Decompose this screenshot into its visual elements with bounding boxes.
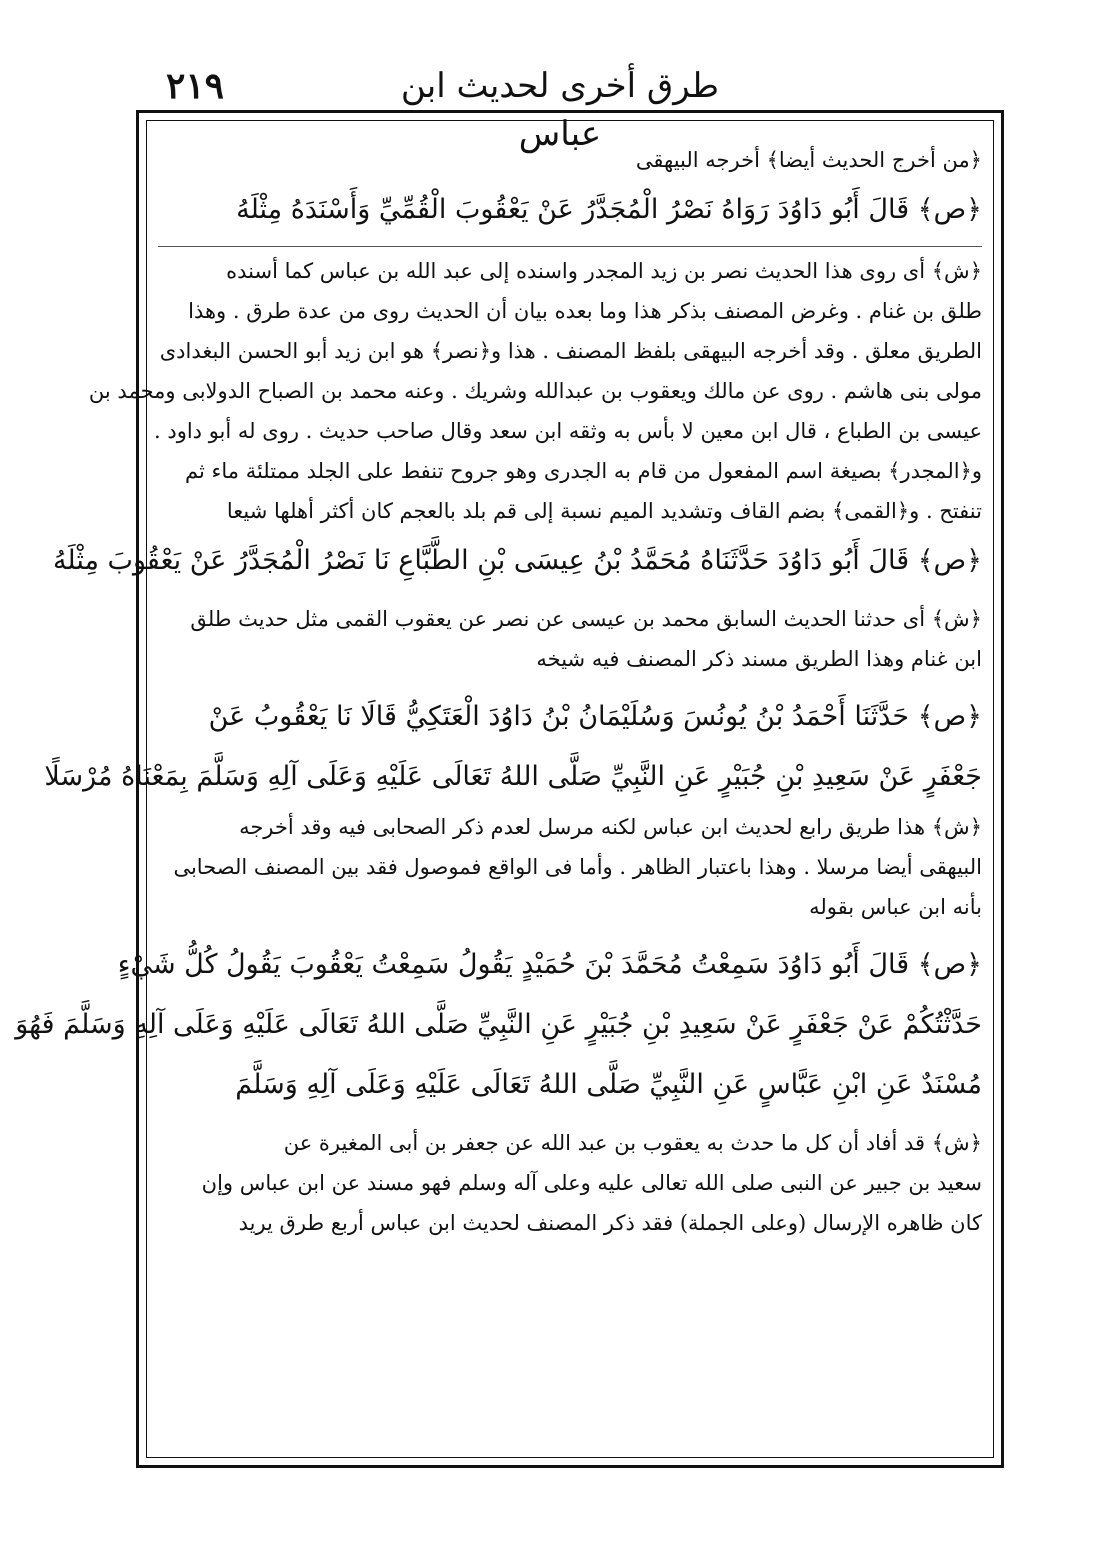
commentary-line: مولى بنى هاشم . روى عن مالك ويعقوب بن عبدالله وشريك . وعنه محمد بن الصباح الدولابى ومحمد بن <box>88 379 982 403</box>
commentary-line: الطريق معلق . وقد أخرجه البيهقى بلفظ المصنف . هذا و﴿نصر﴾ هو ابن زيد أبو الحسن البغدادى <box>159 339 982 363</box>
commentary-block <box>158 599 982 679</box>
commentary-line: ﴿من أخرج الحديث أيضا﴾ أخرجه البيهقى <box>635 148 982 172</box>
commentary-line: ﴿ش﴾ أى حدثنا الحديث السابق محمد بن عيسى عن نصر عن يعقوب القمى مثل حديث طلق <box>190 607 982 631</box>
hadith-line: جَعْفَرٍ عَنْ سَعِيدِ بْنِ جُبَيْرٍ عَنِ النَّبِيِّ صَلَّى اللهُ تَعَالَى عَلَيْهِ وَعَلَى آلِهِ وَسَلَّمَ بِمَعْنَاهُ مُرْسَلًا <box>44 761 982 792</box>
hadith-line: ﴿ص﴾ حَدَّثَنَا أَحْمَدُ بْنُ يُونُسَ وَسُلَيْمَانُ بْنُ دَاوُدَ الْعَتَكِيُّ قَالَا نَا يَعْقُوبُ عَنْ <box>208 701 982 732</box>
commentary-line: عيسى بن الطباع ، قال ابن معين لا بأس به وثقه ابن سعد وقال صاحب حديث . روى له أبو داود . <box>154 419 982 443</box>
commentary-line: ﴿ش﴾ هذا طريق رابع لحديث ابن عباس لكنه مرسل لعدم ذكر الصحابى فيه وقد أخرجه <box>239 815 982 839</box>
commentary-line: ابن غنام وهذا الطريق مسند ذكر المصنف فيه شيخه <box>536 647 982 671</box>
commentary-line: و﴿المجدر﴾ بصيغة اسم المفعول من قام به الجدرى وهو جروح تنفط على الجلد ممتلئة ماء ثم <box>185 459 982 483</box>
commentary-line: ﴿ش﴾ قد أفاد أن كل ما حدث به يعقوب بن عبد الله عن جعفر بن أبى المغيرة عن <box>283 1131 982 1155</box>
hadith-line: ﴿ص﴾ قَالَ أَبُو دَاوُدَ سَمِعْتُ مُحَمَّدَ بْنَ حُمَيْدٍ يَقُولُ سَمِعْتُ يَعْقُوبَ يَقُولُ كُلُّ شَيْءٍ <box>117 949 982 980</box>
hadith-block <box>158 180 982 240</box>
hadith-block <box>52 531 982 591</box>
commentary-block <box>158 1123 982 1243</box>
commentary-block <box>158 140 982 180</box>
hadith-line: مُسْنَدٌ عَنِ ابْنِ عَبَّاسٍ عَنِ النَّبِيِّ صَلَّى اللهُ تَعَالَى عَلَيْهِ وَعَلَى آلِهِ وَسَلَّمَ <box>235 1069 982 1100</box>
commentary-line: بأنه ابن عباس بقوله <box>809 895 982 919</box>
hadith-block <box>15 935 982 1115</box>
page-content <box>15 140 982 1450</box>
page-header-title: طرق أخرى لحديث ابن عباس <box>400 66 720 154</box>
hadith-line: ﴿ص﴾ قَالَ أَبُو دَاوُدَ رَوَاهُ نَصْرُ الْمُجَدَّرُ عَنْ يَعْقُوبَ الْقُمِّيِّ وَأَسْنَدَهُ مِثْلَهُ <box>236 194 982 225</box>
page-number: ٢١٩ <box>165 65 224 107</box>
commentary-line: تنفتح . و﴿القمى﴾ بضم القاف وتشديد الميم نسبة إلى قم بلد بالعجم كان أكثر أهلها شيعا <box>226 499 982 523</box>
commentary-line: كان ظاهره الإرسال (وعلى الجملة) فقد ذكر المصنف لحديث ابن عباس أربع طرق يريد <box>238 1211 982 1235</box>
hadith-block <box>44 687 982 807</box>
commentary-line: البيهقى أيضا مرسلا . وهذا باعتبار الظاهر . وأما فى الواقع فموصول فقد بين المصنف الصحابى <box>173 855 982 879</box>
commentary-block <box>158 807 982 927</box>
commentary-line: سعيد بن جبير عن النبى صلى الله تعالى عليه وعلى آله وسلم فهو مسند عن ابن عباس وإن <box>201 1171 982 1195</box>
hadith-line: ﴿ص﴾ قَالَ أَبُو دَاوُدَ حَدَّثَنَاهُ مُحَمَّدُ بْنُ عِيسَى بْنِ الطَّبَّاعِ نَا نَصْرُ الْمُجَدَّرُ عَنْ يَعْقُوبَ مِثْلَهُ <box>52 545 982 576</box>
commentary-line: طلق بن غنام . وغرض المصنف بذكر هذا وما بعده بيان أن الحديث روى من عدة طرق . وهذا <box>188 299 982 323</box>
divider <box>158 246 982 247</box>
commentary-block <box>88 251 982 531</box>
commentary-line: ﴿ش﴾ أى روى هذا الحديث نصر بن زيد المجدر واسنده إلى عبد الله بن عباس كما أسنده <box>226 259 982 283</box>
hadith-line: حَدَّثْتُكُمْ عَنْ جَعْفَرٍ عَنْ سَعِيدِ بْنِ جُبَيْرٍ عَنِ النَّبِيِّ صَلَّى اللهُ تَعَالَى عَلَيْهِ وَعَلَى آلِهِ وَسَلَّمَ فَهُوَ <box>15 1009 982 1040</box>
